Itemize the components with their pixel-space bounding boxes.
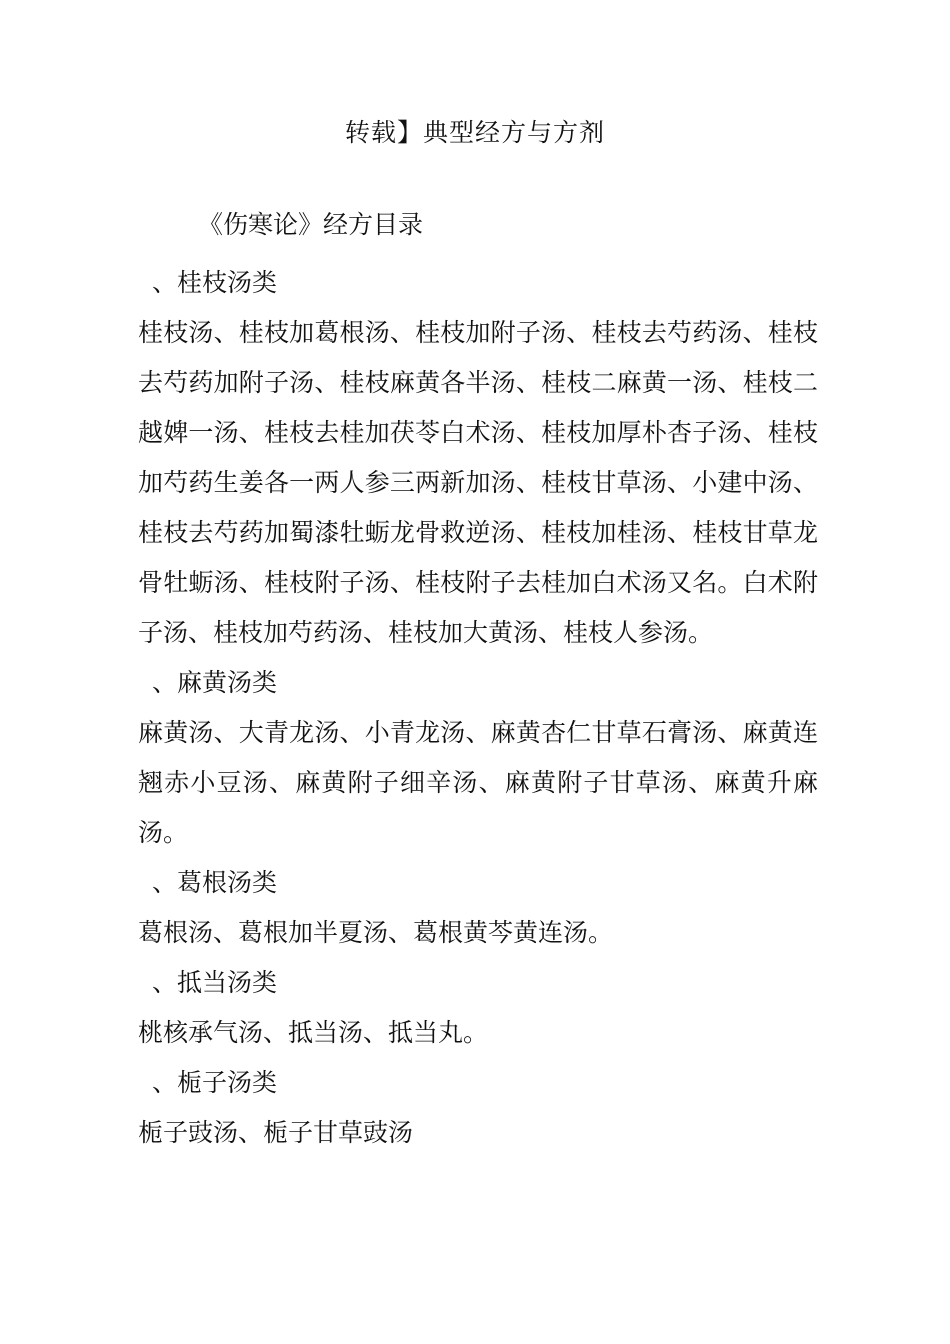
section-zhizi [138, 1058, 818, 1158]
section-text: 桃核承气汤、抵当汤、抵当丸。 [138, 1018, 489, 1047]
section-heading: 、葛根汤类 [152, 868, 278, 897]
section-text: 葛根汤、葛根加半夏汤、葛根黄芩黄连汤。 [138, 918, 614, 947]
section-heading: 、桂枝汤类 [152, 268, 278, 297]
section-didang [138, 958, 818, 1058]
section-text: 桂枝汤、桂枝加葛根汤、桂枝加附子汤、桂枝去芍药汤、桂枝去芍药加附子汤、桂枝麻黄各半汤、桂枝二麻黄一汤、桂枝二越婢一汤、桂枝去桂加茯苓白术汤、桂枝加厚朴杏子汤、桂枝加芍药生姜各一两人参三两新加汤、桂枝甘草汤、小建中汤、桂枝去芍药加蜀漆牡蛎龙骨救逆汤、桂枝加桂汤、桂枝甘草龙骨牡蛎汤、桂枝附子汤、桂枝附子去桂加白术汤又名。白术附子汤、桂枝加芍药汤、桂枝加大黄汤、桂枝人参汤。 [138, 318, 818, 647]
section-guizhi [138, 258, 818, 658]
document-body [138, 258, 818, 1158]
section-heading: 、栀子汤类 [152, 1068, 278, 1097]
document-subtitle: 《伤寒论》经方目录 [198, 210, 424, 239]
section-text: 栀子豉汤、栀子甘草豉汤 [138, 1118, 414, 1147]
document-title: 转载】典型经方与方剂 [344, 118, 605, 147]
section-text: 麻黄汤、大青龙汤、小青龙汤、麻黄杏仁甘草石膏汤、麻黄连翘赤小豆汤、麻黄附子细辛汤、麻黄附子甘草汤、麻黄升麻汤。 [138, 718, 818, 847]
section-heading: 、麻黄汤类 [152, 668, 278, 697]
section-gegen [138, 858, 818, 958]
section-heading: 、抵当汤类 [152, 968, 278, 997]
section-mahuang [138, 658, 818, 858]
